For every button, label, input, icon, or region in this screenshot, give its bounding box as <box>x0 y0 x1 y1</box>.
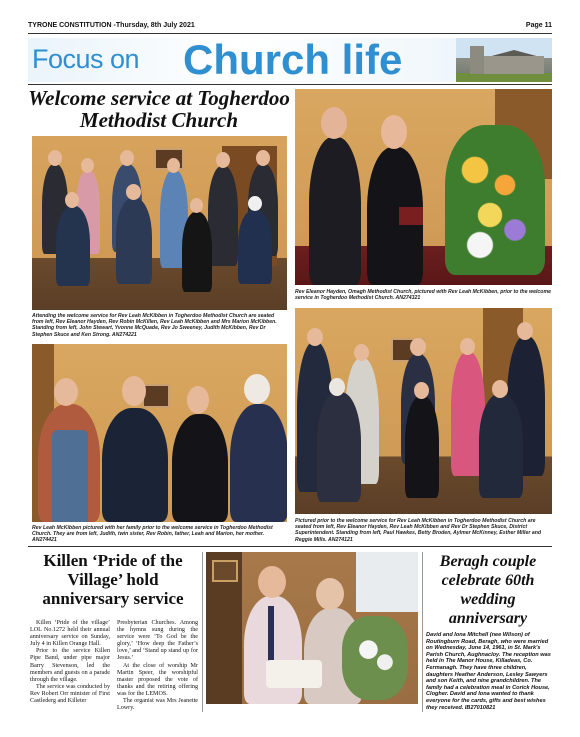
header-rule <box>28 33 552 34</box>
main-headline: Welcome service at Togherdoo Methodist Church <box>28 86 290 132</box>
person-head <box>321 107 347 139</box>
anniversary-photo <box>206 552 418 704</box>
wall-picture <box>212 560 238 582</box>
person-head <box>48 150 62 166</box>
person-head <box>54 378 78 406</box>
killen-paragraph: Prior to the service Killen Pipe Band, under pipe major Barry Stevenson, led the members and guests on a parade through the village. <box>30 648 110 683</box>
flower-arrangement <box>445 125 545 275</box>
person-head <box>65 192 79 208</box>
tie <box>268 606 274 666</box>
group-photo-caption: Attending the welcome service for Rev Leah McKibben in Togherdoo Methodist Church are seated from left, Rev Eleanor Hayden, Rev Robin McKillen, Rev Leah McKibben and Mrs Marion McKibben. Standing from left, John Stewart, Yvonne McQuade, Rev Jo Sweeney, Judith McKibben, Rev Dr Stephen Skuce and Ken Strong. AN274221 <box>32 313 277 338</box>
person-head <box>248 196 262 211</box>
person-head <box>190 198 203 213</box>
ministers-photo <box>295 89 552 285</box>
person-head <box>460 338 475 355</box>
person <box>208 166 238 266</box>
denim-overall <box>52 430 88 522</box>
person-leah <box>172 414 228 522</box>
person-head <box>381 115 407 149</box>
killen-paragraph: The service was conducted by Rev Robert Orr minister of First Castlederg and Killeter <box>30 683 110 705</box>
beragh-headline: Beragh couple celebrate 60th wedding anniversary <box>439 553 537 627</box>
killen-paragraph: The organist was Mrs Jeanette Lowry. <box>117 698 198 712</box>
killen-paragraph: Presbyterian Churches. Among the hymns sung during the service were ‘To God be the glory,’ ‘How deep the Father’s love,’ and ‘Stand up stand up for Jesus.’ <box>117 620 198 662</box>
banner-church-life: Church life <box>183 38 403 82</box>
group-photo <box>32 136 287 310</box>
page-number: Page 11 <box>525 22 552 29</box>
column-divider <box>422 552 423 712</box>
paper-date: TYRONE CONSTITUTION -Thursday, 8th July 2021 <box>28 22 195 29</box>
congregation-photo-caption: Pictured prior to the welcome service for Rev Leah McKibben in Togherdoo Methodist Church are seated from left, Rev Eleanor Hayden, Rev Leah McKibben and Rev Dr Stephen Skuce, District Superintendent. Standing from left, Paul Hawkes, Betty Broden, Aylmer McKinney, Esther Miller and Reggie Mills. AN274121 <box>295 518 542 543</box>
church-building-image <box>456 38 552 82</box>
person-head <box>258 566 286 598</box>
section-banner <box>28 38 552 82</box>
family-photo <box>32 344 287 522</box>
family-photo-caption: Rev Leah McKibben pictured with her family prior to the welcome service in Togherdoo Methodist Church. They are from left, Judith, twin sister, Rev Robin, father, Leah and Marion, her mother. AN274421 <box>32 525 273 544</box>
banner-rule <box>28 84 552 85</box>
person-head <box>492 380 508 398</box>
seated-person <box>317 392 361 502</box>
minister-eleanor <box>309 137 361 285</box>
wall-picture <box>142 384 170 408</box>
killen-column-2 <box>117 620 198 712</box>
congregation-photo <box>295 308 552 514</box>
flower-bouquet <box>342 616 408 700</box>
person-head <box>517 322 533 340</box>
killen-paragraph: Killen ‘Pride of the village’ LOL No.1272 held their annual anniversary service on Sunday, July 4 in Killen Orange Hall. <box>30 620 110 648</box>
person-head <box>414 382 429 399</box>
person-head <box>120 150 134 166</box>
ministers-photo-caption: Rev Eleanor Hayden, Omagh Methodist Church, pictured with Rev Leah McKibben, prior to the welcome service in Togherdoo Methodist Church. AN274321 <box>295 289 551 302</box>
person-robin <box>102 408 168 522</box>
seated-person <box>116 198 152 284</box>
killen-paragraph: At the close of worship Mr Martin Speer, the worshipful master proposed the vote of thanks and the retiring offering was for the LEMOS. <box>117 662 198 697</box>
person-head <box>126 184 141 200</box>
seated-person <box>56 206 90 286</box>
beragh-body: David and Iona Mitchell (nee Wilson) of Routingburn Road, Beragh, who were married on Wednesday, June 14, 1961, in St. Mark's Parish Church, Aughnacloy. The reception was held in The Manor House, Killadeas, Co. Fermanagh. They have three children, daughters Heather Anderson, Lesley Sawyers and son Keith, and nine grandchildren. The family had a celebration meal in Corick House, Clogher. David and Iona wanted to thank everyone for the cards, gifts and best wishes they received. IB27010821 <box>426 632 551 711</box>
person-head <box>256 150 270 166</box>
person-head <box>316 578 344 610</box>
church-nave <box>484 56 544 74</box>
killen-column-1 <box>30 620 110 705</box>
killen-headline: Killen ‘Pride of the Village’ hold anniversary service <box>42 551 184 608</box>
church-tower <box>470 46 484 74</box>
person-head <box>354 344 369 361</box>
person-marion <box>230 404 287 522</box>
person-head <box>81 158 94 173</box>
person-head <box>410 338 426 356</box>
section-rule <box>28 546 552 547</box>
page-header <box>28 20 552 32</box>
person-head <box>216 152 230 168</box>
person-head <box>122 376 146 406</box>
person-head <box>307 328 323 346</box>
column-divider <box>202 552 203 712</box>
person-head <box>167 158 180 173</box>
seated-person <box>182 212 212 292</box>
seated-person <box>479 394 523 498</box>
person-head <box>187 386 209 414</box>
banner-focus-on: Focus on <box>32 44 140 74</box>
window <box>356 552 418 612</box>
seated-person <box>405 396 439 498</box>
person-head <box>329 378 345 396</box>
bible-book <box>399 207 423 225</box>
anniversary-cake <box>266 660 322 688</box>
seated-person <box>238 210 272 284</box>
person-head <box>244 374 270 404</box>
